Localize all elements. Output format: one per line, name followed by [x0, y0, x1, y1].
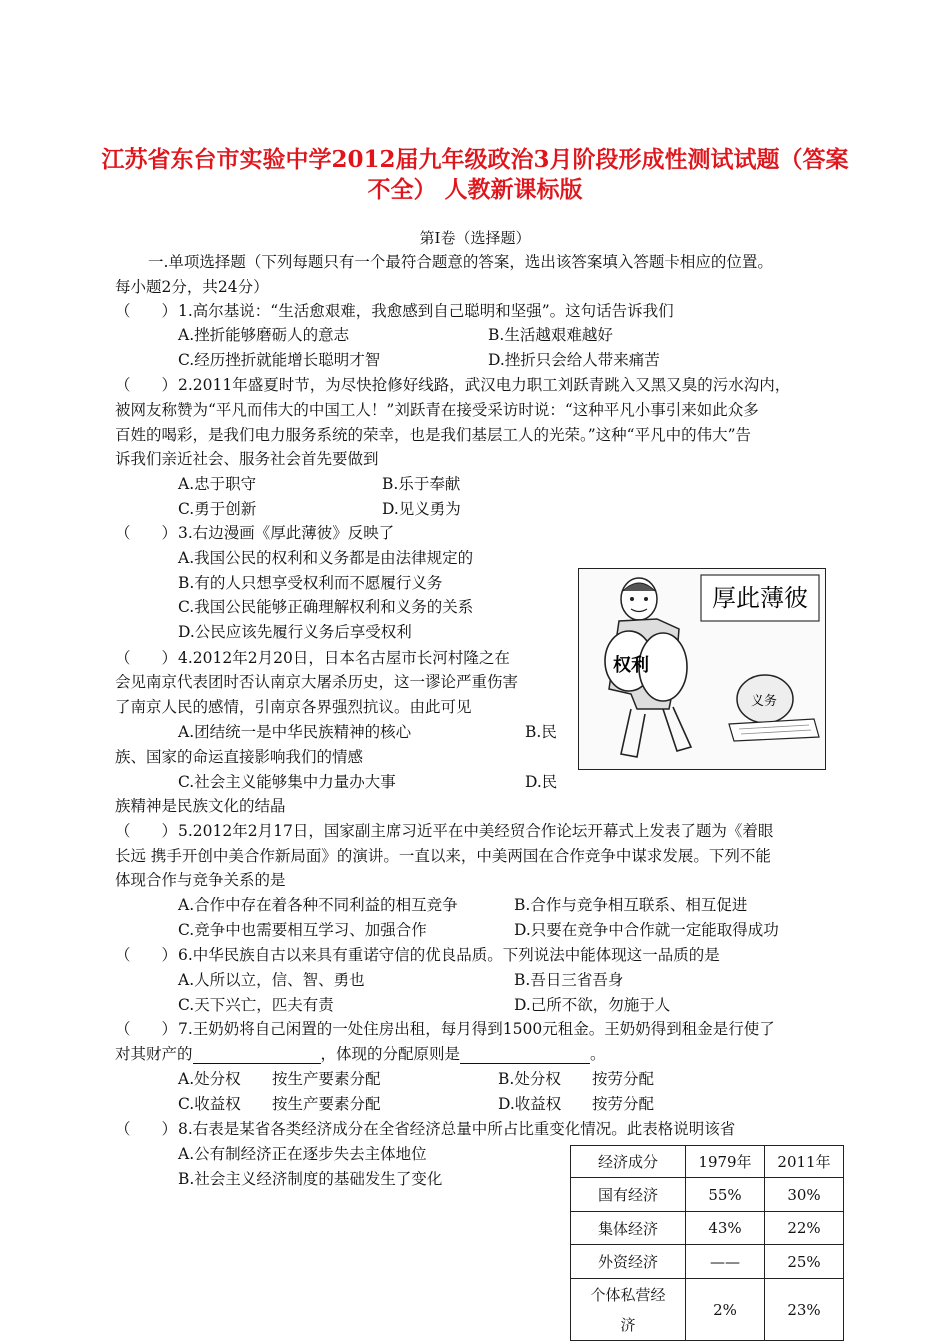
table-cell: 个体私营经济: [571, 1279, 686, 1341]
table-cell: 2%: [686, 1279, 765, 1341]
document-title: [60, 145, 890, 205]
q6-stem: 6.中华民族自古以来具有重诺守信的优良品质。下列说法中能体现这一品质的是: [178, 946, 720, 964]
q1-option-c: C.经历挫折就能增长聪明才智: [178, 351, 381, 369]
q2-option-a: A.忠于职守: [178, 475, 257, 493]
answer-paren: （ ）: [115, 1020, 178, 1038]
q7-line-2: [115, 1044, 606, 1064]
q4-option-b-tail: 族、国家的命运直接影响我们的情感: [115, 748, 364, 766]
q2-line-1: 2.2011年盛夏时节，为尽快抢修好线路，武汉电力职工刘跃青跳入又黑又臭的污水沟内，: [178, 376, 791, 394]
q3-option-c: C.我国公民能够正确理解权利和义务的关系: [178, 598, 474, 616]
q8-option-b: B.社会主义经济制度的基础发生了变化: [178, 1170, 443, 1188]
instruction-line-1: 一.单项选择题（下列每题只有一个最符合题意的答案，选出该答案填入答题卡相应的位置。: [148, 253, 773, 271]
q1-option-b: B.生活越艰难越好: [488, 326, 613, 344]
table-row: [571, 1245, 844, 1279]
q7-option-c-principle: 按生产要素分配: [272, 1095, 381, 1113]
table-cell: 25%: [765, 1245, 844, 1279]
table-cell: 23%: [765, 1279, 844, 1341]
section-heading: 第Ⅰ卷（选择题）: [419, 229, 531, 247]
q3-option-b: B.有的人只想享受权利而不愿履行义务: [178, 574, 443, 592]
q4-option-d-tail: 族精神是民族文化的结晶: [115, 797, 286, 815]
q4-line-1: 4.2012年2月20日，日本名古屋市长河村隆之在: [178, 649, 510, 667]
q1-option-d: D.挫折只会给人带来痛苦: [488, 351, 660, 369]
q3-option-d: D.公民应该先履行义务后享受权利: [178, 623, 412, 641]
answer-paren: （ ）: [115, 524, 178, 542]
table-cell: 55%: [686, 1178, 765, 1212]
q2-line-2: 被网友称赞为“平凡而伟大的中国工人！”刘跃青在接受采访时说：“这种平凡小事引来如此众多: [115, 401, 759, 419]
q5-option-b: B.合作与竞争相互联系、相互促进: [514, 896, 748, 914]
cartoon-label-right: 义务: [751, 694, 778, 709]
q6-option-a: A.人所以立，信、智、勇也: [178, 971, 365, 989]
table-header-cell: 经济成分: [571, 1146, 686, 1178]
q2-line-4: 诉我们亲近社会、服务社会首先要做到: [115, 450, 379, 468]
q7-option-a-right: A.处分权: [178, 1070, 241, 1088]
q7-blank-2[interactable]: [460, 1047, 590, 1064]
q7-line-1: 7.王奶奶将自己闲置的一处住房出租，每月得到1500元租金。王奶奶得到租金是行使了: [178, 1020, 775, 1038]
instruction-line-2: 每小题2分，共24分）: [115, 278, 269, 296]
table-cell: 国有经济: [571, 1178, 686, 1212]
table-row: [571, 1178, 844, 1212]
q4-line-3: 了南京人民的感情，引南京各界强烈抗议。由此可见: [115, 698, 472, 716]
answer-paren: （ ）: [115, 376, 178, 394]
q5-option-c: C.竞争中也需要相互学习、加强合作: [178, 921, 427, 939]
q2-option-d: D.见义勇为: [382, 500, 461, 518]
title-line-2: 不全） 人教新课标版: [367, 176, 583, 203]
q7-option-d-right: D.收益权: [498, 1095, 562, 1113]
cartoon-title: 厚此薄彼: [712, 584, 808, 612]
answer-paren: （ ）: [115, 822, 178, 840]
answer-paren: （ ）: [115, 946, 178, 964]
table-header-row: [571, 1146, 844, 1178]
answer-paren: （ ）: [115, 1120, 178, 1138]
q5-option-d: D.只要在竞争中合作就一定能取得成功: [514, 921, 779, 939]
q4-option-a: A.团结统一是中华民族精神的核心: [178, 723, 412, 741]
q5-option-a: A.合作中存在着各种不同利益的相互竞争: [178, 896, 458, 914]
q6-option-c: C.天下兴亡，匹夫有责: [178, 996, 334, 1014]
table-cell: 43%: [686, 1212, 765, 1245]
q1-option-a: A.挫折能够磨砺人的意志: [178, 326, 350, 344]
economy-share-table: [570, 1145, 844, 1341]
q4-option-c: C.社会主义能够集中力量办大事: [178, 773, 396, 791]
q7-line-2-mid: ，体现的分配原则是: [320, 1045, 461, 1063]
q2-option-c: C.勇于创新: [178, 500, 257, 518]
cartoon-image: [578, 568, 826, 770]
table-cell: 30%: [765, 1178, 844, 1212]
q7-line-2-start: 对其财产的: [115, 1045, 193, 1063]
q4-line-2: 会见南京代表团时否认南京大屠杀历史，这一谬论严重伤害: [115, 673, 519, 691]
q7-option-b-right: B.处分权: [498, 1070, 561, 1088]
q7-option-c-right: C.收益权: [178, 1095, 241, 1113]
q5-line-2: 长远 携手开创中美合作新局面》的演讲。一直以来，中美两国在合作竞争中谋求发展。下列不能: [115, 847, 771, 865]
q3-option-a: A.我国公民的权利和义务都是由法律规定的: [178, 549, 474, 567]
q7-line-2-end: 。: [590, 1045, 606, 1063]
q7-option-a-principle: 按生产要素分配: [272, 1070, 381, 1088]
q6-option-b: B.吾日三省吾身: [514, 971, 624, 989]
cartoon-label-left: 权利: [613, 655, 649, 676]
q6-option-d: D.己所不欲，勿施于人: [514, 996, 671, 1014]
cartoon-drawing: [579, 569, 825, 769]
table-row: [571, 1212, 844, 1245]
table-cell: 集体经济: [571, 1212, 686, 1245]
table-header-cell: 2011年: [765, 1146, 844, 1178]
table-header-cell: 1979年: [686, 1146, 765, 1178]
q5-line-3: 体现合作与竞争关系的是: [115, 871, 286, 889]
q4-option-d-head: D.民: [525, 773, 558, 791]
title-line-1: 江苏省东台市实验中学2012届九年级政治3月阶段形成性测试试题（答案: [101, 146, 849, 173]
q4-option-b-head: B.民: [525, 723, 557, 741]
q2-line-3: 百姓的喝彩，是我们电力服务系统的荣幸，也是我们基层工人的光荣。”这种“平凡中的伟大”告: [115, 426, 752, 444]
q7-option-d-principle: 按劳分配: [592, 1095, 655, 1113]
q1-stem: 1.高尔基说：“生活愈艰难，我愈感到自己聪明和坚强”。这句话告诉我们: [178, 302, 674, 320]
q8-stem: 8.右表是某省各类经济成分在全省经济总量中所占比重变化情况。此表格说明该省: [178, 1120, 736, 1138]
q3-stem: 3.右边漫画《厚此薄彼》反映了: [178, 524, 395, 542]
table-cell: 外资经济: [571, 1245, 686, 1279]
q7-blank-1[interactable]: [193, 1047, 321, 1064]
answer-paren: （ ）: [115, 649, 178, 667]
table-cell: 22%: [765, 1212, 844, 1245]
q2-option-b: B.乐于奉献: [382, 475, 461, 493]
table-cell: ——: [686, 1245, 765, 1279]
answer-paren: （ ）: [115, 302, 178, 320]
table-row: [571, 1279, 844, 1341]
q8-option-a: A.公有制经济正在逐步失去主体地位: [178, 1145, 427, 1163]
q7-option-b-principle: 按劳分配: [592, 1070, 655, 1088]
q5-line-1: 5.2012年2月17日，国家副主席习近平在中美经贸合作论坛开幕式上发表了题为《着眼: [178, 822, 774, 840]
